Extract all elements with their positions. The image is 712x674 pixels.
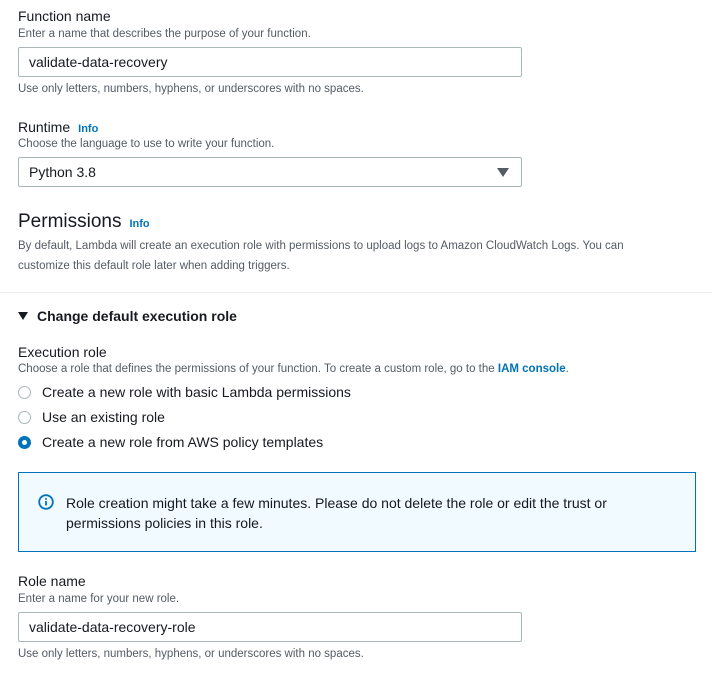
radio-button[interactable] [18,386,31,399]
function-name-input[interactable] [18,47,522,77]
permissions-header [18,211,150,233]
section-divider [0,292,712,293]
function-name-hint: Use only letters, numbers, hyphens, or underscores with no spaces. [18,83,364,95]
runtime-select[interactable] [18,157,522,187]
permissions-description-2: customize this default role later when adding triggers. [18,260,290,272]
function-name-value: validate-data-recovery [29,54,168,70]
radio-label: Use an existing role [42,409,165,425]
description-end: . [565,363,569,375]
role-name-description: Enter a name for your new role. [18,593,180,605]
radio-button-selected[interactable] [18,436,31,449]
radio-option-existing-role[interactable] [18,409,165,425]
runtime-label-row [18,119,98,135]
permissions-description-1: By default, Lambda will create an execution role with permissions to upload logs to Amazon CloudWatch Logs. You can [18,240,624,252]
permissions-title: Permissions [18,211,122,232]
role-name-hint: Use only letters, numbers, hyphens, or underscores with no spaces. [18,648,364,660]
role-name-value: validate-data-recovery-role [29,619,196,635]
execution-role-description-text: Choose a role that defines the permissions of your function. To create a custom role, go to the [18,363,498,375]
execution-role-label: Execution role [18,344,107,360]
function-name-description: Enter a name that describes the purpose of your function. [18,28,311,40]
alert-message [66,493,607,533]
expander-label: Change default execution role [37,308,237,324]
radio-label: Create a new role with basic Lambda permissions [42,384,351,400]
permissions-info-link[interactable]: Info [129,218,150,230]
role-name-label: Role name [18,573,86,589]
runtime-label: Runtime [18,119,71,135]
caret-down-icon [497,168,509,177]
role-name-input[interactable] [18,612,522,642]
info-alert [18,472,696,552]
alert-line-2: permissions policies in this role. [66,515,263,531]
alert-line-1: Role creation might take a few minutes. Please do not delete the role or edit the trust or [66,495,607,511]
caret-down-icon [18,312,28,320]
radio-label: Create a new role from AWS policy templates [42,434,324,450]
radio-button[interactable] [18,411,31,424]
execution-role-description [18,363,569,375]
info-circle-icon [38,494,54,510]
radio-option-basic-permissions[interactable] [18,384,351,400]
runtime-selected-value: Python 3.8 [29,164,96,180]
iam-console-link[interactable]: IAM console [497,363,566,375]
radio-option-policy-templates[interactable] [18,434,323,450]
runtime-info-link[interactable]: Info [78,123,99,135]
runtime-description: Choose the language to use to write your function. [18,138,275,150]
change-execution-role-expander[interactable] [18,308,237,324]
function-name-label: Function name [18,8,111,24]
